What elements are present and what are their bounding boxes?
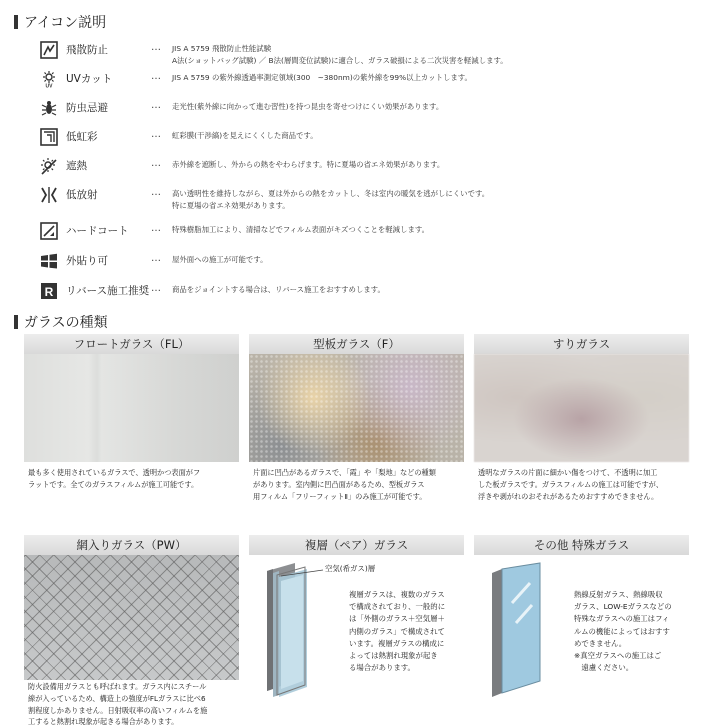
text-line: ガラス、LOW-Eガラスなどの (574, 602, 672, 612)
glass-card-text (574, 589, 672, 674)
desc-line: 屋外面への施工が可能です。 (172, 255, 268, 264)
heat-shield-icon (40, 157, 58, 175)
text-line: 浮きや剥がれのおそれがあるためおすすめできません。 (478, 492, 659, 502)
exterior-apply-icon (40, 252, 58, 270)
text-line: ルムの機能によってはおすす (574, 626, 670, 636)
text-line: 遠慮ください。 (574, 663, 634, 673)
low-iridescence-icon (40, 128, 58, 146)
text-line: る場合があります。 (349, 663, 415, 673)
title-bar-marker (14, 315, 18, 329)
text-line: があります。室内側に凹凸面があるため、型板ガラス (253, 480, 425, 490)
text-line: ※真空ガラスへの施工はご (574, 651, 662, 661)
legend-item-low-iridescence (40, 127, 710, 153)
title-bar-marker (14, 15, 18, 29)
leader-dots: … (151, 158, 162, 169)
legend-item-desc (172, 43, 508, 67)
text-line: 用フィルム「フリーフィットⅡ」のみ施工が可能です。 (253, 492, 427, 502)
legend-item-desc (172, 188, 489, 212)
text-line: ラットです。全てのガラスフィルムが施工可能です。 (28, 480, 199, 490)
text-line: めできません。 (574, 638, 627, 648)
frosted-glass-image (474, 354, 689, 462)
legend-item-name: リバース施工推奨 (66, 285, 150, 297)
glass-card-text (24, 680, 239, 728)
glass-card-title: その他 特殊ガラス (474, 535, 689, 555)
glass-card-title: 型板ガラス（F） (249, 334, 464, 354)
glass-card-figured (249, 334, 464, 504)
text-line: した板ガラスです。ガラスフィルムの施工は可能ですが、 (478, 480, 664, 490)
desc-line: 走光性(紫外線に向かって進む習性)を持つ昆虫を寄せつけにくい効果があります。 (172, 102, 444, 111)
text-line: 防火設備用ガラスとも呼ばれます。ガラス内にスチール (28, 682, 207, 691)
leader-dots: … (151, 187, 162, 198)
shatter-proof-icon (40, 41, 58, 59)
legend-item-name: 外貼り可 (66, 255, 108, 267)
hard-coat-icon (40, 222, 58, 240)
air-layer-label: 空気(希ガス)層 (325, 564, 376, 573)
glass-card-text (349, 589, 445, 674)
leader-dots: … (151, 253, 162, 264)
desc-line: 赤外線を遮断し、外からの熱をやわらげます。特に夏場の省エネ効果があります。 (172, 160, 445, 169)
legend-item-name: 飛散防止 (66, 44, 108, 56)
glass-section-title (14, 312, 108, 332)
text-line: は「外側のガラス＋空気層＋ (349, 614, 445, 624)
desc-line: JIS A 5759 飛散防止性能試験 (172, 44, 272, 53)
legend-item-hard-coat (40, 221, 710, 247)
legend-item-reverse-apply (40, 281, 710, 307)
float-glass-image (24, 354, 239, 462)
legend-item-name: 遮熱 (66, 160, 87, 172)
legend-item-name: 低放射 (66, 189, 98, 201)
legend-item-desc (172, 101, 443, 113)
legend-item-desc (172, 72, 472, 84)
desc-line: 特に夏場の省エネ効果があります。 (172, 201, 290, 210)
text-line: 片面に凹凸があるガラスで、「霞」や「梨地」などの種類 (253, 468, 436, 477)
glass-card-title: 網入りガラス（PW） (24, 535, 239, 555)
legend-item-name: ハードコート (66, 225, 129, 237)
desc-line: 虹彩膜(干渉縞)を見えにくくした商品です。 (172, 131, 318, 140)
desc-line: A法(ショットバッグ試験) ／ B法(層間変位試験)に適合し、ガラス破損による二次災害を軽減します。 (172, 56, 508, 65)
legend-item-desc (172, 254, 268, 266)
glass-card-special (474, 535, 689, 705)
glass-card-frosted (474, 334, 689, 504)
special-glass-illustration (482, 563, 552, 703)
leader-dots: … (151, 100, 162, 111)
svg-text:R: R (44, 285, 54, 299)
glass-card-float (24, 334, 239, 491)
legend-item-desc (172, 130, 318, 142)
leader-dots: … (151, 71, 162, 82)
desc-line: 特殊樹脂加工により、清掃などでフィルム表面がキズつくことを軽減します。 (172, 225, 430, 234)
leader-dots: … (151, 42, 162, 53)
glass-card-text (24, 462, 239, 491)
insect-repel-icon (40, 99, 58, 117)
legend-item-insect-repel (40, 98, 710, 124)
icons-section-title-text: アイコン説明 (24, 15, 107, 31)
legend-item-desc (172, 159, 444, 171)
text-line: います。複層ガラスの構成に (349, 638, 445, 648)
legend-item-name: UVカット (66, 73, 113, 85)
desc-line: JIS A 5759 の紫外線透過率測定領域(300 ~380nm)の紫外線を99%以上カットします。 (172, 73, 472, 82)
text-line: 特殊なガラスへの施工はフィ (574, 614, 670, 624)
leader-dots: … (151, 223, 162, 234)
text-line: 内側のガラス」で構成されて (349, 626, 445, 636)
legend-item-heat-shield (40, 156, 710, 182)
legend-item-shatter-proof (40, 40, 710, 66)
legend-item-desc (172, 224, 429, 236)
low-emissivity-icon (40, 186, 58, 204)
icons-section-title (14, 12, 106, 32)
wired-glass-image (24, 555, 239, 680)
text-line: で構成されており、一般的に (349, 602, 446, 612)
double-glass-illustration (257, 563, 327, 703)
desc-line: 高い透明性を維持しながら、夏は外からの熱をカットし、冬は室内の暖気を逃がしにくいです。 (172, 189, 490, 198)
glass-section-title-text: ガラスの種類 (24, 315, 108, 331)
reverse-apply-icon (40, 282, 58, 300)
leader-dots: … (151, 129, 162, 140)
glass-card-title: フロートガラス（FL） (24, 334, 239, 354)
glass-card-double (249, 535, 464, 705)
figured-glass-image (249, 354, 464, 462)
uv-cut-icon (40, 70, 58, 88)
legend-item-exterior-apply (40, 251, 710, 277)
text-line: 割程度しかありません。日射吸収率の高いフィルムを施 (28, 705, 208, 715)
text-line: 透明なガラスの片面に細かい傷をつけて、不透明に加工 (478, 468, 658, 477)
legend-item-desc (172, 284, 385, 296)
text-line: 線が入っているため、構造上の強度がFLガラスに比べ6 (28, 693, 206, 703)
desc-line: 商品をジョイントする場合は、リバース施工をおすすめします。 (172, 285, 385, 294)
text-line: 複層ガラスは、複数のガラス (349, 590, 445, 599)
leader-dots: … (151, 283, 162, 294)
legend-item-name: 低虹彩 (66, 131, 98, 143)
glass-card-wired (24, 535, 239, 728)
legend-item-uv-cut (40, 69, 710, 95)
text-line: よっては熱割れ現象が起き (349, 651, 438, 661)
glass-card-title: すりガラス (474, 334, 689, 354)
text-line: 熱線反射ガラス、熱線吸収 (574, 590, 663, 599)
glass-card-title: 複層（ペア）ガラス (249, 535, 464, 555)
legend-item-name: 防虫忌避 (66, 102, 108, 114)
text-line: 最も多く使用されているガラスで、透明かつ表面がフ (28, 468, 201, 477)
glass-card-text (249, 462, 464, 504)
air-layer-leader-line (281, 568, 327, 578)
text-line: 工すると熱割れ現象が起きる場合があります。 (28, 717, 179, 727)
glass-card-text (474, 462, 689, 504)
svg-text:UV: UV (45, 83, 53, 90)
legend-item-low-emissivity (40, 185, 710, 211)
